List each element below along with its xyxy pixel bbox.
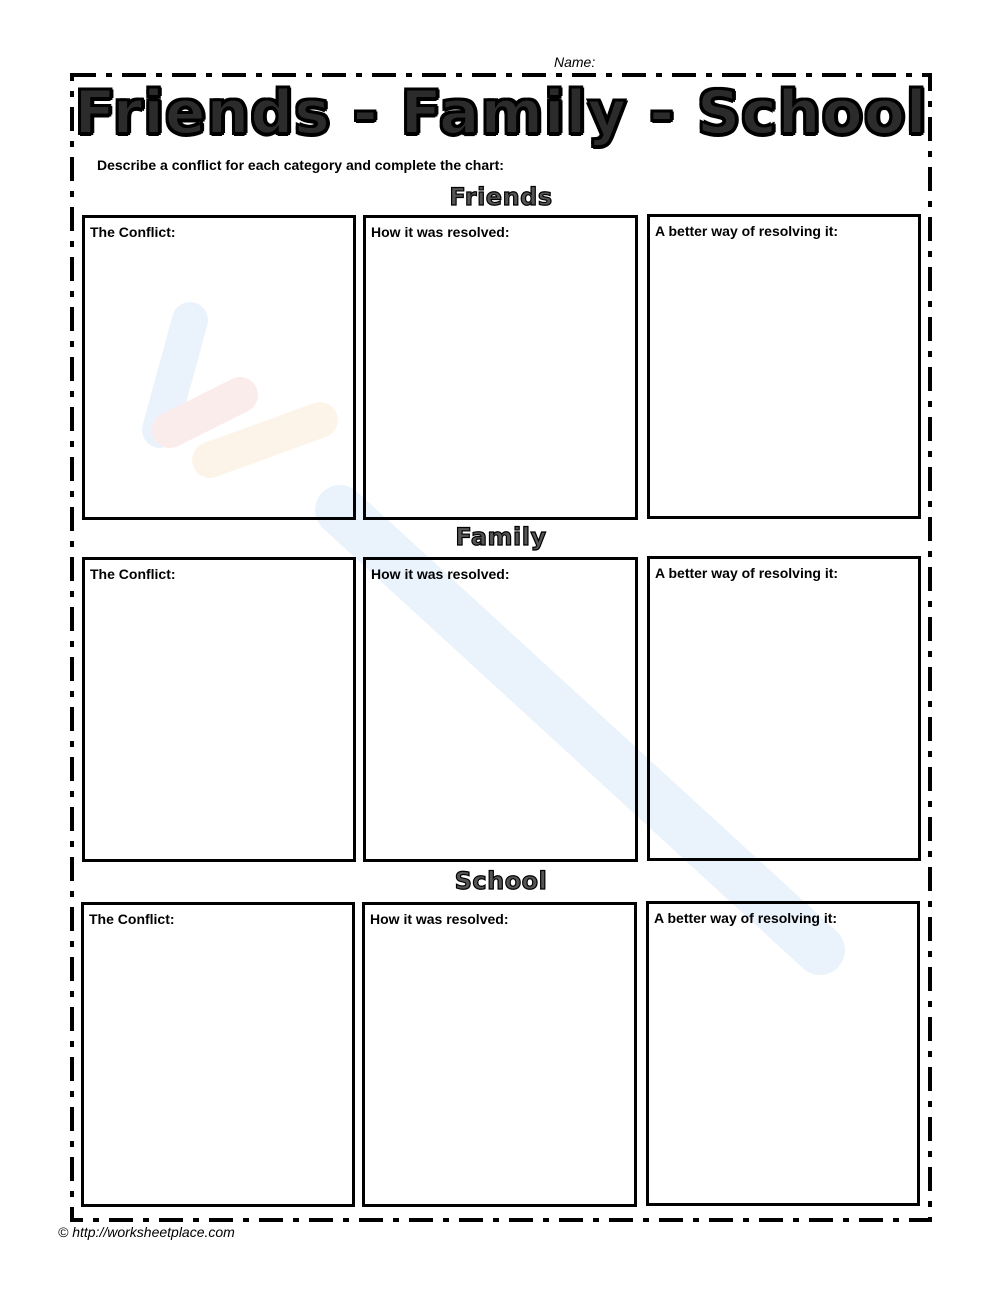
section-heading-friends: Friends bbox=[449, 183, 553, 211]
school-resolved-box[interactable] bbox=[362, 902, 637, 1207]
box-label: The Conflict: bbox=[89, 911, 175, 927]
box-label: A better way of resolving it: bbox=[655, 223, 839, 239]
friends-conflict-box[interactable] bbox=[82, 215, 356, 520]
box-label: How it was resolved: bbox=[370, 911, 509, 927]
friends-resolved-box[interactable] bbox=[363, 215, 638, 520]
family-conflict-box[interactable] bbox=[82, 557, 356, 862]
box-label: A better way of resolving it: bbox=[655, 565, 839, 581]
name-label: Name: bbox=[554, 54, 596, 70]
box-label: The Conflict: bbox=[90, 224, 176, 240]
family-resolved-box[interactable] bbox=[363, 557, 638, 862]
school-conflict-box[interactable] bbox=[81, 902, 355, 1207]
school-better-way-box[interactable] bbox=[646, 901, 920, 1206]
page-title: Friends - Family - School bbox=[74, 78, 928, 148]
box-label: How it was resolved: bbox=[371, 566, 510, 582]
section-heading-family: Family bbox=[455, 523, 547, 551]
box-label: A better way of resolving it: bbox=[654, 910, 838, 926]
section-heading-school: School bbox=[454, 867, 548, 895]
instructions: Describe a conflict for each category and complete the chart: bbox=[97, 157, 504, 173]
family-better-way-box[interactable] bbox=[647, 556, 921, 861]
footer-copyright: © http://worksheetplace.com bbox=[58, 1224, 235, 1240]
friends-better-way-box[interactable] bbox=[647, 214, 921, 519]
box-label: The Conflict: bbox=[90, 566, 176, 582]
box-label: How it was resolved: bbox=[371, 224, 510, 240]
